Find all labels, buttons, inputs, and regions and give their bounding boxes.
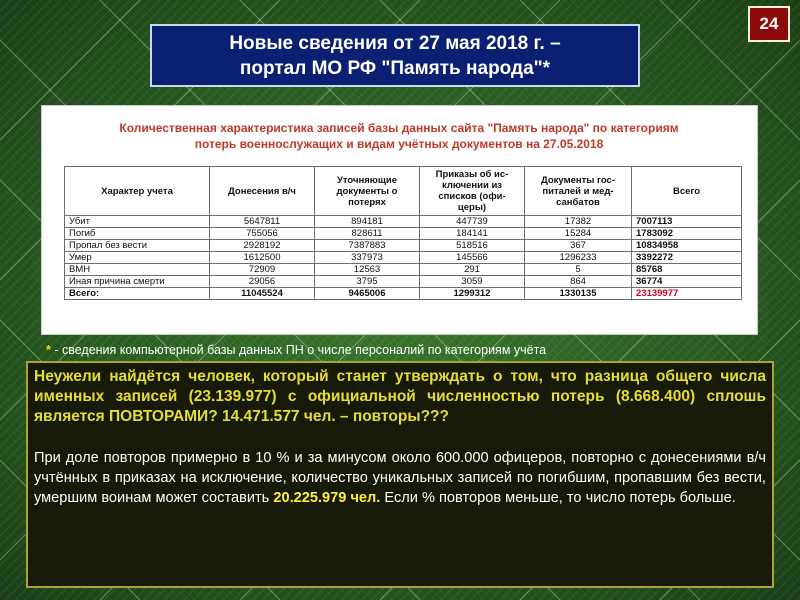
- cell-value: 864: [525, 276, 632, 288]
- table-header-row: [65, 167, 742, 216]
- cell-value: 15284: [525, 228, 632, 240]
- row-label: Погиб: [65, 228, 210, 240]
- estimate-text-part2: Если % повторов меньше, то число потерь больше.: [380, 490, 736, 506]
- cell-value: 755056: [210, 228, 315, 240]
- cell-value: 7387883: [315, 240, 420, 252]
- row-label: Иная причина смерти: [65, 276, 210, 288]
- slide-title-line-1: Новые сведения от 27 мая 2018 г. –: [229, 32, 561, 54]
- row-label: Убит: [65, 216, 210, 228]
- cell-value: 1612500: [210, 252, 315, 264]
- cell-value: 894181: [315, 216, 420, 228]
- slide-title: [150, 24, 640, 87]
- records-table: [64, 166, 742, 300]
- footnote: [46, 343, 546, 357]
- cell-value: 291: [420, 264, 525, 276]
- cell-value: 72909: [210, 264, 315, 276]
- cell-value: 12563: [315, 264, 420, 276]
- table-row: [65, 252, 742, 264]
- row-label: Пропал без вести: [65, 240, 210, 252]
- total-label: Всего:: [65, 288, 210, 300]
- footnote-text: - сведения компьютерной базы данных ПН о числе персоналий по категориям учёта: [50, 343, 547, 357]
- row-label: Умер: [65, 252, 210, 264]
- header-total: Всего: [632, 167, 742, 216]
- cell-value: 518516: [420, 240, 525, 252]
- cell-value: 17382: [525, 216, 632, 228]
- header-exclusion-orders: Приказы об ис- ключении из списков (офи- церы): [420, 167, 525, 216]
- estimate-highlight: 20.225.979 чел.: [273, 490, 381, 506]
- table-title: [54, 120, 744, 152]
- grand-total: 23139977: [632, 288, 742, 300]
- cell-value: 828611: [315, 228, 420, 240]
- row-total: 36774: [632, 276, 742, 288]
- table-panel: [41, 105, 758, 335]
- total-value: 9465006: [315, 288, 420, 300]
- cell-value: 29056: [210, 276, 315, 288]
- cell-value: 337973: [315, 252, 420, 264]
- row-label: ВМН: [65, 264, 210, 276]
- cell-value: 1296233: [525, 252, 632, 264]
- cell-value: 447739: [420, 216, 525, 228]
- estimate-text-part1: При доле повторов примерно в 10 % и за минусом около 600.000 офицеров, повторно с донесениями в/ч учтённых в приказах на исключение, количество уникальных записей по погибшим, пропавшим без вести, умершим воинам может составить: [34, 450, 766, 506]
- slide-number: 24: [748, 6, 790, 42]
- table-row: [65, 228, 742, 240]
- header-unit-reports: Донесения в/ч: [210, 167, 315, 216]
- cell-value: 5647811: [210, 216, 315, 228]
- total-value: 1299312: [420, 288, 525, 300]
- row-total: 1783092: [632, 228, 742, 240]
- table-title-line-1: Количественная характеристика записей базы данных сайта "Память народа" по категориям: [119, 121, 679, 135]
- cell-value: 2928192: [210, 240, 315, 252]
- cell-value: 5: [525, 264, 632, 276]
- cell-value: 367: [525, 240, 632, 252]
- slide-title-line-2: портал МО РФ "Память народа"*: [239, 57, 551, 79]
- cell-value: 3795: [315, 276, 420, 288]
- cell-value: 184141: [420, 228, 525, 240]
- cell-value: 3059: [420, 276, 525, 288]
- table-total-row: [65, 288, 742, 300]
- question-paragraph: Неужели найдётся человек, который станет утверждать о том, что разница общего числа именных записей (23.139.977) с официальной численностью потерь (8.668.400) сплошь является ПОВТОРАМИ? 14.471.577 чел. – повторы???: [34, 368, 766, 425]
- header-clarifying-docs: Уточняющие документы о потерях: [315, 167, 420, 216]
- header-category: Характер учета: [65, 167, 210, 216]
- cell-value: 145566: [420, 252, 525, 264]
- table-title-line-2: потерь военнослужащих и видам учётных документов на 27.05.2018: [194, 137, 604, 151]
- total-value: 11045524: [210, 288, 315, 300]
- row-total: 10834958: [632, 240, 742, 252]
- table-row: [65, 264, 742, 276]
- estimate-paragraph: [34, 448, 766, 508]
- total-value: 1330135: [525, 288, 632, 300]
- table-row: [65, 276, 742, 288]
- table-row: [65, 240, 742, 252]
- table-row: [65, 216, 742, 228]
- row-total: 3392272: [632, 252, 742, 264]
- row-total: 85768: [632, 264, 742, 276]
- header-hospital-docs: Документы гос- питалей и мед- санбатов: [525, 167, 632, 216]
- row-total: 7007113: [632, 216, 742, 228]
- commentary-box: [26, 361, 774, 588]
- footnote-star: *: [46, 343, 51, 357]
